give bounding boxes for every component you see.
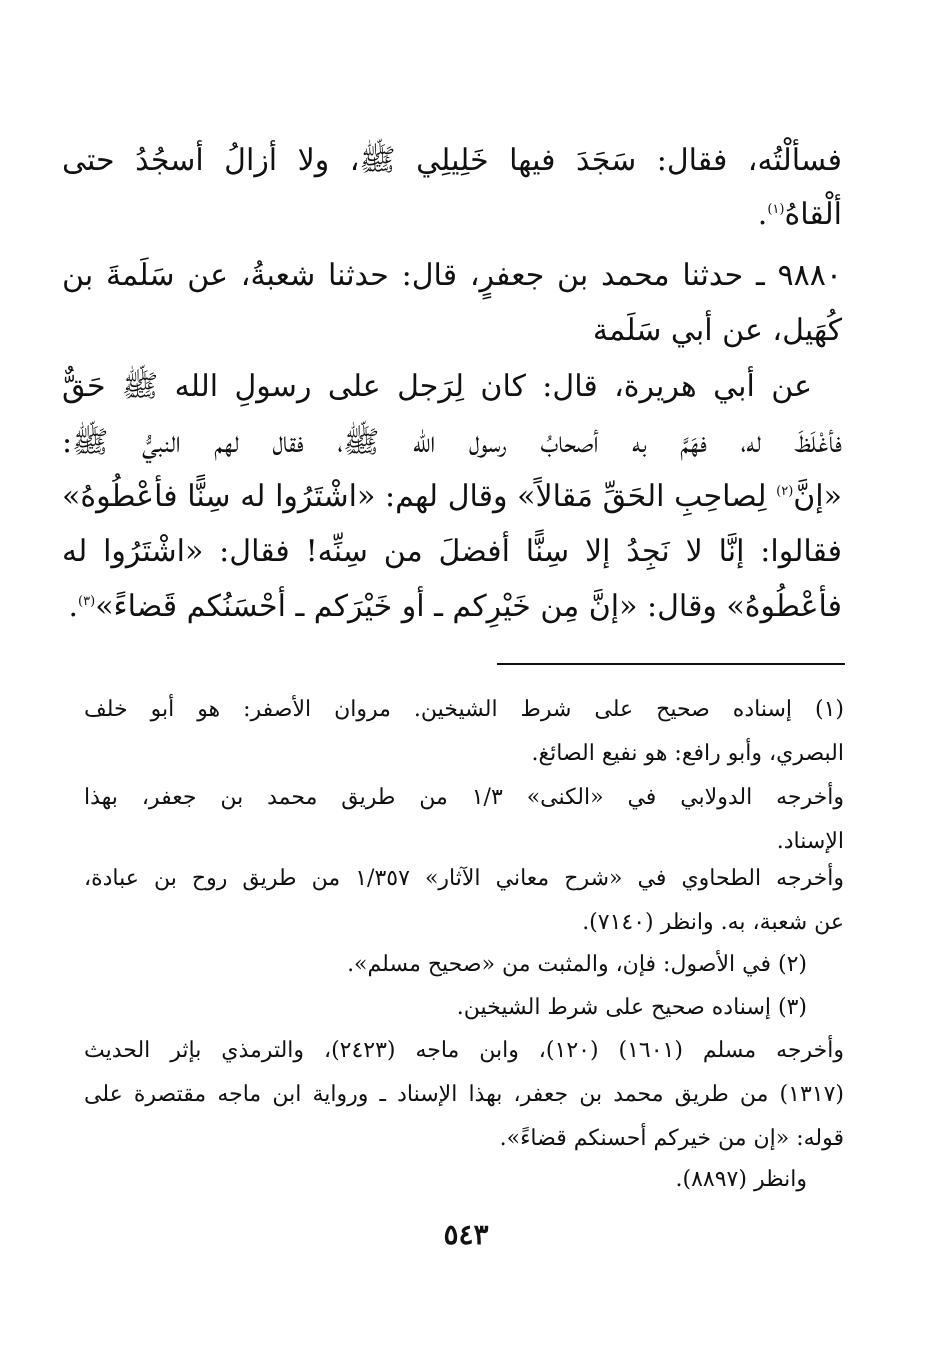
page-number: ٥٤٣ xyxy=(443,1218,489,1251)
main-text-line-2-end: . xyxy=(757,197,768,232)
footnote-1-line-2: البصري، وأبو رافع: هو نفيع الصائغ. xyxy=(531,741,844,766)
hadith-matn-line-1: عن أبي هريرة، قال: كان لِرَجل على رسولِ الله ﷺ حَقٌّ xyxy=(62,369,812,404)
main-text-line-1: فسألْتُه، فقال: سَجَدَ فيها خَلِيلِي ﷺ، ولا أزالُ أسجُدُ حتى xyxy=(62,143,842,178)
footnote-ref-3: (٣) xyxy=(78,594,96,609)
footnote-1-line-1: (١) إسناده صحيح على شرط الشيخين. مروان الأصفر: هو أبو خلف xyxy=(84,697,844,722)
main-text-line-2 xyxy=(62,197,842,232)
footnote-3-line-2: وأخرجه مسلم (١٦٠١) (١٢٠)، وابن ماجه (٢٤٢٣)، والترمذي بإثر الحديث xyxy=(84,1038,844,1063)
footnote-ref-2: (٢) xyxy=(776,484,794,499)
footnote-1-line-5: وأخرجه الطحاوي في «شرح معاني الآثار» ١/٣٥٧ من طريق روح بن عبادة، xyxy=(84,866,845,891)
hadith-matn-line-2: فأغْلَظَ له، فهَمَّ به أصحابُ رسول الله ﷺ، فقال لهم النبيُّ ﷺ: xyxy=(62,425,842,460)
hadith-isnad-line-1: ٩٨٨٠ ـ حدثنا محمد بن جعفرٍ، قال: حدثنا شعبةُ، عن سَلَمةَ بن xyxy=(62,258,842,293)
footnote-3-line-1: (٣) إسناده صحيح على شرط الشيخين. xyxy=(456,995,807,1020)
hadith-matn-line-5-text: فأعْطُوهُ» وقال: «إنَّ مِن خَيْرِكم ـ أو خَيْرَكم ـ أحْسَنُكم قَضاءً» xyxy=(95,589,842,624)
footnote-3-line-5: وانظر (٨٨٩٧). xyxy=(675,1167,807,1192)
hadith-matn-line-5 xyxy=(62,589,842,624)
hadith-matn-line-4: فقالوا: إنَّا لا نَجِدُ إلا سِنًّا أفضلَ من سِنِّه! فقال: «اشْتَرُوا له xyxy=(62,534,842,569)
footnote-ref-1: (١) xyxy=(767,202,785,217)
main-text-line-2-word: ألْقاهُ xyxy=(784,197,842,232)
hadith-matn-line-3 xyxy=(62,479,842,514)
footnote-2: (٢) في الأصول: فإن، والمثبت من «صحيح مسلم». xyxy=(347,952,807,977)
footnote-1-line-6: عن شعبة، به. وانظر (٧١٤٠). xyxy=(582,910,844,935)
footnote-3-line-4: قوله: «إن من خيركم أحسنكم قضاءً». xyxy=(499,1126,844,1151)
hadith-matn-line-5-end: . xyxy=(68,589,79,624)
footnote-3-line-3: (١٣١٧) من طريق محمد بن جعفر، بهذا الإسناد ـ ورواية ابن ماجه مقتصرة على xyxy=(84,1082,844,1107)
footnote-separator xyxy=(497,663,845,665)
footnote-1-line-4: الإسناد. xyxy=(776,829,844,854)
hadith-matn-line-3-b: لِصاحِبِ الحَقِّ مَقالاً» وقال لهم: «اشْتَرُوا له سِنًّا فأعْطُوهُ» xyxy=(62,479,777,514)
hadith-matn-line-3-a: «إنَّ xyxy=(793,479,842,514)
hadith-isnad-line-2: كُهَيل، عن أبي سَلَمة xyxy=(592,313,842,348)
footnote-1-line-3: وأخرجه الدولابي في «الكنى» ١/٣ من طريق محمد بن جعفر، بهذا xyxy=(84,785,844,810)
